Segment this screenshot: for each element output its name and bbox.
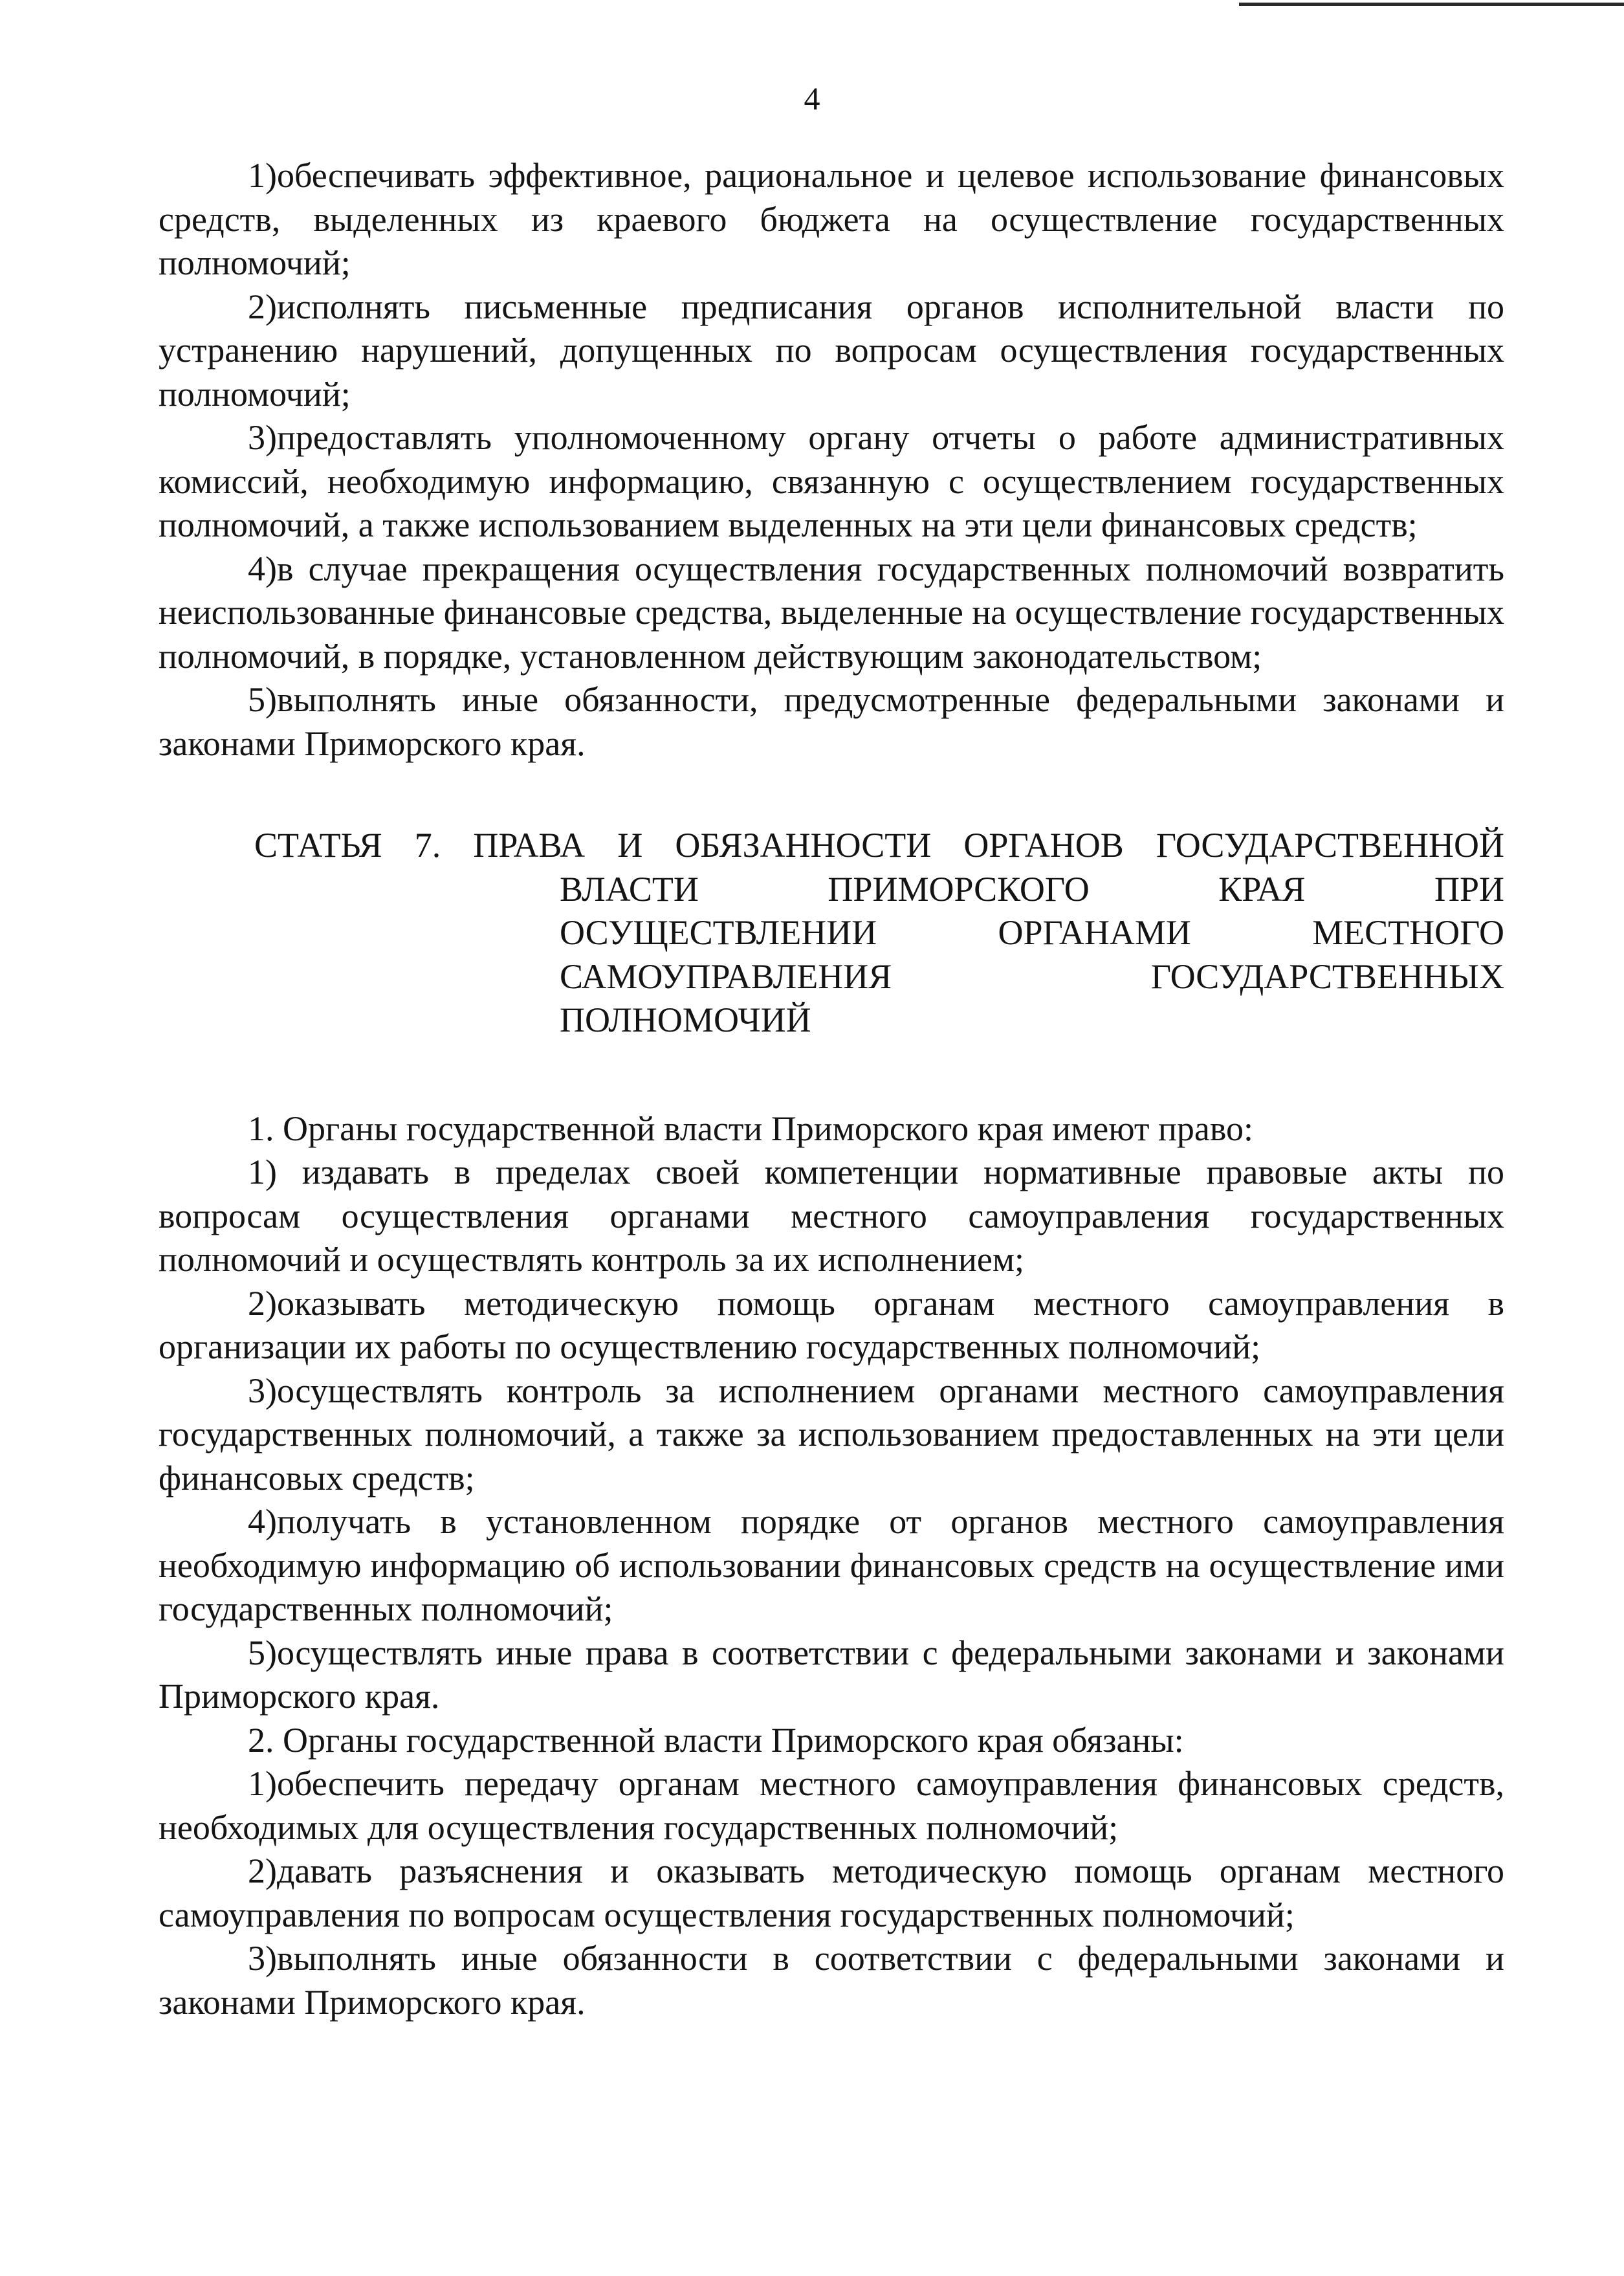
heading-line-2: ВЛАСТИ ПРИМОРСКОГО КРАЯ ПРИ xyxy=(560,869,1504,909)
paragraph-b-10: 3)выполнять иные обязанности в соответствии с федеральными законами и законами Приморского края. xyxy=(159,1939,1504,2022)
heading-line-5: ПОЛНОМОЧИЙ xyxy=(560,1000,811,1039)
paragraph-a-3: 3)предоставлять уполномоченному органу отчеты о работе административных комиссий, необходимую информацию, связанную с осуществлением государственных полномочий, а также использованием выделенных на эти цели финансовых средств; xyxy=(159,418,1504,544)
document-body xyxy=(159,154,1504,2024)
paragraph-b-6: 5)осуществлять иные права в соответствии с федеральными законами и законами Приморского края. xyxy=(159,1633,1504,1716)
paragraph-a-2: 2)исполнять письменные предписания органов исполнительной власти по устранению нарушений, допущенных по вопросам осуществления государственных полномочий; xyxy=(159,287,1504,414)
paragraph-a-1: 1)обеспечивать эффективное, рациональное и целевое использование финансовых средств, выделенных из краевого бюджета на осуществление государственных полномочий; xyxy=(159,156,1504,282)
paragraph-b-5: 4)получать в установленном порядке от органов местного самоуправления необходимую информацию об использовании финансовых средств на осуществление ими государственных полномочий; xyxy=(159,1502,1504,1628)
paragraph-b-8: 1)обеспечить передачу органам местного самоуправления финансовых средств, необходимых для осуществления государственных полномочий; xyxy=(159,1764,1504,1847)
paragraph-b-2: 1) издавать в пределах своей компетенции нормативные правовые акты по вопросам осуществления органами местного самоуправления государственных полномочий и осуществлять контроль за их исполнением; xyxy=(159,1153,1504,1279)
paragraph-b-4: 3)осуществлять контроль за исполнением органами местного самоуправления государственных полномочий, а также за использованием предоставленных на эти цели финансовых средств; xyxy=(159,1371,1504,1497)
page-number: 4 xyxy=(804,80,820,116)
paragraph-a-4: 4)в случае прекращения осуществления государственных полномочий возвратить неиспользованные финансовые средства, выделенные на осуществление государственных полномочий, в порядке, установленном действующим законодательством; xyxy=(159,549,1505,676)
heading-continuation xyxy=(159,868,1504,1043)
heading-line-3: ОСУЩЕСТВЛЕНИИ ОРГАНАМИ МЕСТНОГО xyxy=(560,913,1504,952)
heading-line-1: СТАТЬЯ 7. ПРАВА И ОБЯЗАННОСТИ ОРГАНОВ ГОСУДАРСТВЕННОЙ xyxy=(254,826,1504,865)
paragraph-a-5: 5)выполнять иные обязанности, предусмотренные федеральными законами и законами Приморского края. xyxy=(159,680,1504,763)
article-7-heading xyxy=(159,824,1504,1043)
paragraph-b-1: 1. Органы государственной власти Приморского края имеют право: xyxy=(248,1109,1253,1148)
top-edge-rule xyxy=(1239,3,1624,6)
paragraph-b-9: 2)давать разъяснения и оказывать методическую помощь органам местного самоуправления по вопросам осуществления государственных полномочий; xyxy=(159,1851,1504,1934)
paragraph-b-7: 2. Органы государственной власти Приморского края обязаны: xyxy=(248,1720,1184,1760)
heading-line-4: САМОУПРАВЛЕНИЯ ГОСУДАРСТВЕННЫХ xyxy=(560,956,1504,996)
paragraph-b-3: 2)оказывать методическую помощь органам местного самоуправления в организации их работы по осуществлению государственных полномочий; xyxy=(159,1283,1504,1366)
